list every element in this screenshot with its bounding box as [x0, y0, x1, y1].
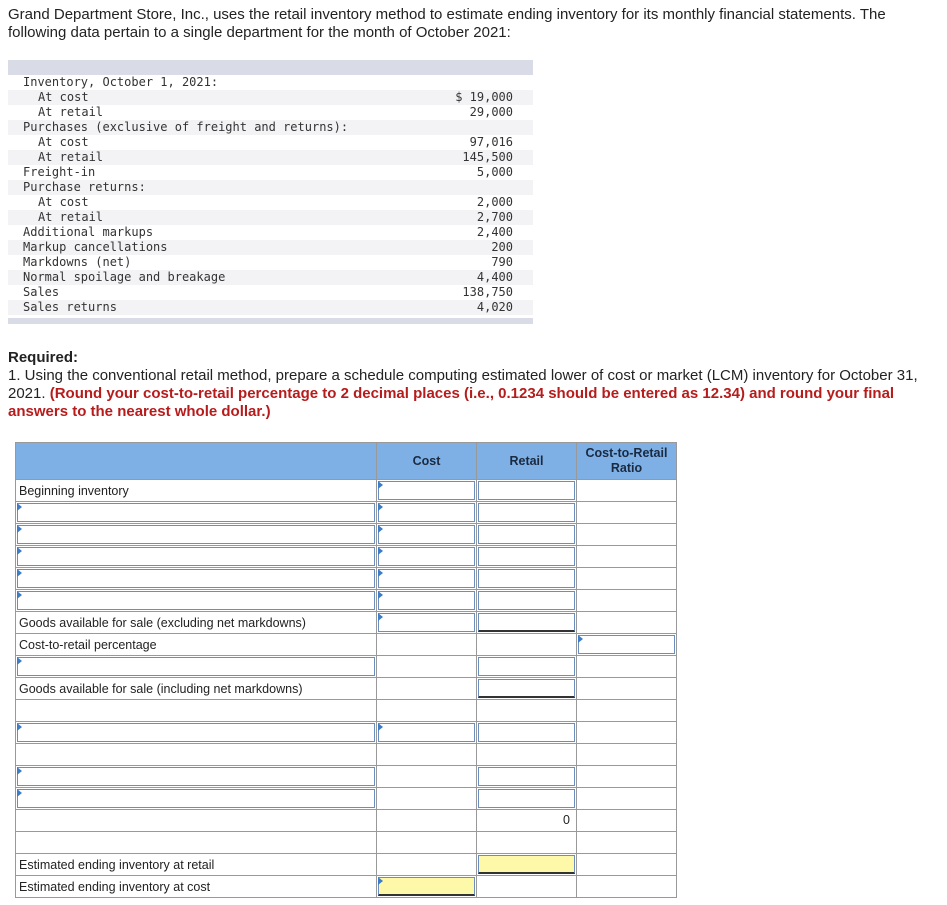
label-dropdown[interactable] [17, 789, 375, 808]
dropdown-marker-icon [378, 723, 383, 731]
cost-input[interactable] [378, 547, 475, 566]
label-cell [16, 524, 377, 546]
worksheet-header-row [16, 443, 677, 480]
cost-input[interactable] [378, 481, 475, 500]
ratio-cell [577, 502, 677, 524]
data-row-value: 97,016 [469, 135, 513, 149]
data-row [8, 120, 533, 135]
data-row-label: Markup cancellations [23, 240, 168, 254]
data-row-value: 2,700 [476, 210, 513, 224]
header-label-cell [16, 443, 377, 480]
data-row [8, 180, 533, 195]
data-row [8, 210, 533, 225]
table-row [16, 700, 677, 722]
retail-cell [477, 810, 577, 832]
ratio-cell [577, 612, 677, 634]
label-dropdown[interactable] [17, 657, 375, 676]
dropdown-marker-icon [378, 503, 383, 511]
data-row-label: Purchase returns: [23, 180, 146, 194]
dropdown-marker-icon [378, 569, 383, 577]
label-cell [16, 810, 377, 832]
ending-cost-input[interactable] [378, 877, 475, 896]
data-row-label: At cost [38, 90, 89, 104]
ratio-cell [577, 744, 677, 766]
ratio-cell [577, 722, 677, 744]
cost-cell [377, 524, 477, 546]
required-title: Required: [8, 349, 79, 366]
data-row-value: 145,500 [462, 150, 513, 164]
cost-cell [377, 700, 477, 722]
table-row [16, 502, 677, 524]
data-row-label: At retail [38, 150, 104, 164]
ratio-cell [577, 854, 677, 876]
retail-cell [477, 788, 577, 810]
label-dropdown[interactable] [17, 591, 375, 610]
row-label: Estimated ending inventory at retail [16, 854, 377, 876]
retail-cell [477, 854, 577, 876]
data-row [8, 270, 533, 285]
data-row-label: Sales returns [23, 300, 117, 314]
table-row [16, 810, 677, 832]
data-row-value: 5,000 [476, 165, 513, 179]
retail-input[interactable] [478, 569, 575, 588]
data-row-label: Additional markups [23, 225, 154, 239]
cost-cell [377, 832, 477, 854]
ratio-cell [577, 524, 677, 546]
data-row [8, 150, 533, 165]
cost-cell [377, 678, 477, 700]
intro-text: Grand Department Store, Inc., uses the retail inventory method to estimate ending inventory for its monthly financial statements. The following data pertain to a single department for the month of October 2021: [8, 6, 886, 41]
label-cell [16, 590, 377, 612]
dropdown-marker-icon [378, 613, 383, 621]
retail-input[interactable] [478, 613, 575, 632]
label-cell [16, 546, 377, 568]
dropdown-marker-icon [378, 481, 383, 489]
cost-cell [377, 788, 477, 810]
data-row [8, 90, 533, 105]
dropdown-marker-icon [17, 723, 22, 731]
retail-input[interactable] [478, 789, 575, 808]
label-cell [16, 788, 377, 810]
dropdown-marker-icon [17, 547, 22, 555]
data-row-label: Freight-in [23, 165, 96, 179]
retail-cell [477, 656, 577, 678]
table-row [16, 524, 677, 546]
table-row [16, 612, 677, 634]
retail-cell [477, 524, 577, 546]
label-dropdown[interactable] [17, 503, 375, 522]
header-ratio-line2: Ratio [610, 461, 643, 475]
data-row-label: At cost [38, 195, 89, 209]
dropdown-marker-icon [378, 877, 383, 885]
ratio-cell [577, 656, 677, 678]
ratio-cell [577, 480, 677, 502]
table-row [16, 656, 677, 678]
ratio-cell [577, 766, 677, 788]
retail-cell [477, 502, 577, 524]
header-ratio [577, 443, 677, 480]
ratio-cell [577, 634, 677, 656]
row-label: Cost-to-retail percentage [16, 634, 377, 656]
cost-cell [377, 480, 477, 502]
cost-input[interactable] [378, 723, 475, 742]
retail-cell [477, 876, 577, 898]
required-instruction: (Round your cost-to-retail percentage to 2 decimal places (i.e., 0.1234 should be entered as 12.34) and round your final answers to the nearest whole dollar.) [8, 385, 895, 420]
dropdown-marker-icon [17, 569, 22, 577]
data-row [8, 75, 533, 90]
cost-input[interactable] [378, 591, 475, 610]
data-row-value: 29,000 [469, 105, 513, 119]
table-row [16, 634, 677, 656]
data-row [8, 135, 533, 150]
ratio-cell [577, 546, 677, 568]
header-cost: Cost [377, 443, 477, 480]
dropdown-marker-icon [378, 591, 383, 599]
table-row [16, 546, 677, 568]
retail-cell [477, 832, 577, 854]
data-row [8, 195, 533, 210]
data-row [8, 240, 533, 255]
retail-cell [477, 722, 577, 744]
data-row-value: 200 [491, 240, 513, 254]
dropdown-marker-icon [17, 591, 22, 599]
retail-input[interactable] [478, 481, 575, 500]
label-cell [16, 656, 377, 678]
table-row [16, 722, 677, 744]
dropdown-marker-icon [17, 503, 22, 511]
ratio-cell [577, 568, 677, 590]
retail-cell [477, 766, 577, 788]
cost-cell [377, 876, 477, 898]
label-cell [16, 744, 377, 766]
retail-cell [477, 590, 577, 612]
cost-cell [377, 546, 477, 568]
cost-cell [377, 744, 477, 766]
table-row [16, 678, 677, 700]
table-row [16, 788, 677, 810]
data-row-label: Sales [23, 285, 60, 299]
data-row-label: At retail [38, 210, 104, 224]
data-row [8, 165, 533, 180]
header-retail: Retail [477, 443, 577, 480]
dropdown-marker-icon [378, 525, 383, 533]
cost-input[interactable] [378, 613, 475, 632]
dropdown-marker-icon [17, 789, 22, 797]
ratio-cell [577, 700, 677, 722]
ratio-cell [577, 788, 677, 810]
cost-cell [377, 854, 477, 876]
retail-cell [477, 612, 577, 634]
retail-cell [477, 744, 577, 766]
retail-input[interactable] [478, 657, 575, 676]
retail-cell [477, 678, 577, 700]
ratio-input[interactable] [578, 635, 675, 654]
data-row-value: 2,000 [476, 195, 513, 209]
retail-input[interactable] [478, 591, 575, 610]
row-label: Goods available for sale (including net markdowns) [16, 678, 377, 700]
cost-input[interactable] [378, 525, 475, 544]
data-table [8, 60, 533, 324]
cost-cell [377, 766, 477, 788]
retail-input[interactable] [478, 525, 575, 544]
cost-cell [377, 722, 477, 744]
retail-cell [477, 480, 577, 502]
data-row-value: 4,020 [476, 300, 513, 314]
cost-cell [377, 590, 477, 612]
dropdown-marker-icon [17, 657, 22, 665]
ratio-cell [577, 832, 677, 854]
data-row-label: At retail [38, 105, 104, 119]
label-dropdown[interactable] [17, 767, 375, 786]
table-row [16, 766, 677, 788]
label-cell [16, 832, 377, 854]
data-row-label: At cost [38, 135, 89, 149]
label-cell [16, 568, 377, 590]
cost-cell [377, 656, 477, 678]
cost-cell [377, 810, 477, 832]
cost-cell [377, 568, 477, 590]
dropdown-marker-icon [17, 767, 22, 775]
dropdown-marker-icon [378, 547, 383, 555]
cost-input[interactable] [378, 503, 475, 522]
table-top-bar [8, 60, 533, 75]
retail-cell [477, 546, 577, 568]
row-label: Estimated ending inventory at cost [16, 876, 377, 898]
label-cell [16, 700, 377, 722]
label-dropdown[interactable] [17, 723, 375, 742]
label-cell [16, 502, 377, 524]
retail-input[interactable] [478, 723, 575, 742]
cost-cell [377, 502, 477, 524]
worksheet-table [15, 442, 677, 898]
data-row [8, 105, 533, 120]
data-row-value: 790 [491, 255, 513, 269]
dropdown-marker-icon [578, 635, 583, 643]
label-dropdown[interactable] [17, 547, 375, 566]
ratio-cell [577, 590, 677, 612]
row-label: Goods available for sale (excluding net markdowns) [16, 612, 377, 634]
table-row [16, 854, 677, 876]
table-bottom-bar [8, 318, 533, 324]
data-row [8, 300, 533, 315]
retail-cell [477, 634, 577, 656]
table-row [16, 876, 677, 898]
retail-cell [477, 568, 577, 590]
required-text: 1. Using the conventional retail method, prepare a schedule computing estimated lower of cost or market (LCM) inventory for October 31, 2021. [8, 367, 918, 402]
header-ratio-line1: Cost-to-Retail [585, 446, 668, 460]
retail-input[interactable] [478, 503, 575, 522]
ratio-cell [577, 678, 677, 700]
table-row [16, 480, 677, 502]
table-row [16, 590, 677, 612]
data-row-value: 2,400 [476, 225, 513, 239]
table-row [16, 744, 677, 766]
label-cell [16, 766, 377, 788]
retail-total-value: 0 [563, 813, 570, 827]
data-row [8, 255, 533, 270]
required-section [8, 349, 943, 421]
data-row-value: 138,750 [462, 285, 513, 299]
data-row-label: Inventory, October 1, 2021: [23, 75, 219, 89]
data-row-value: 4,400 [476, 270, 513, 284]
data-row-value: $ 19,000 [455, 90, 513, 104]
retail-cell [477, 700, 577, 722]
retail-input[interactable] [478, 767, 575, 786]
data-row-label: Purchases (exclusive of freight and returns): [23, 120, 349, 134]
retail-input[interactable] [478, 679, 575, 698]
data-row-label: Markdowns (net) [23, 255, 132, 269]
ratio-cell [577, 810, 677, 832]
table-row [16, 832, 677, 854]
label-dropdown[interactable] [17, 569, 375, 588]
data-row [8, 285, 533, 300]
data-row-label: Normal spoilage and breakage [23, 270, 226, 284]
label-dropdown[interactable] [17, 525, 375, 544]
cost-input[interactable] [378, 569, 475, 588]
cost-cell [377, 634, 477, 656]
label-cell [16, 722, 377, 744]
row-label: Beginning inventory [16, 480, 377, 502]
table-row [16, 568, 677, 590]
data-row [8, 225, 533, 240]
retail-input[interactable] [478, 547, 575, 566]
ending-retail-input[interactable] [478, 855, 575, 874]
cost-cell [377, 612, 477, 634]
ratio-cell [577, 876, 677, 898]
dropdown-marker-icon [17, 525, 22, 533]
